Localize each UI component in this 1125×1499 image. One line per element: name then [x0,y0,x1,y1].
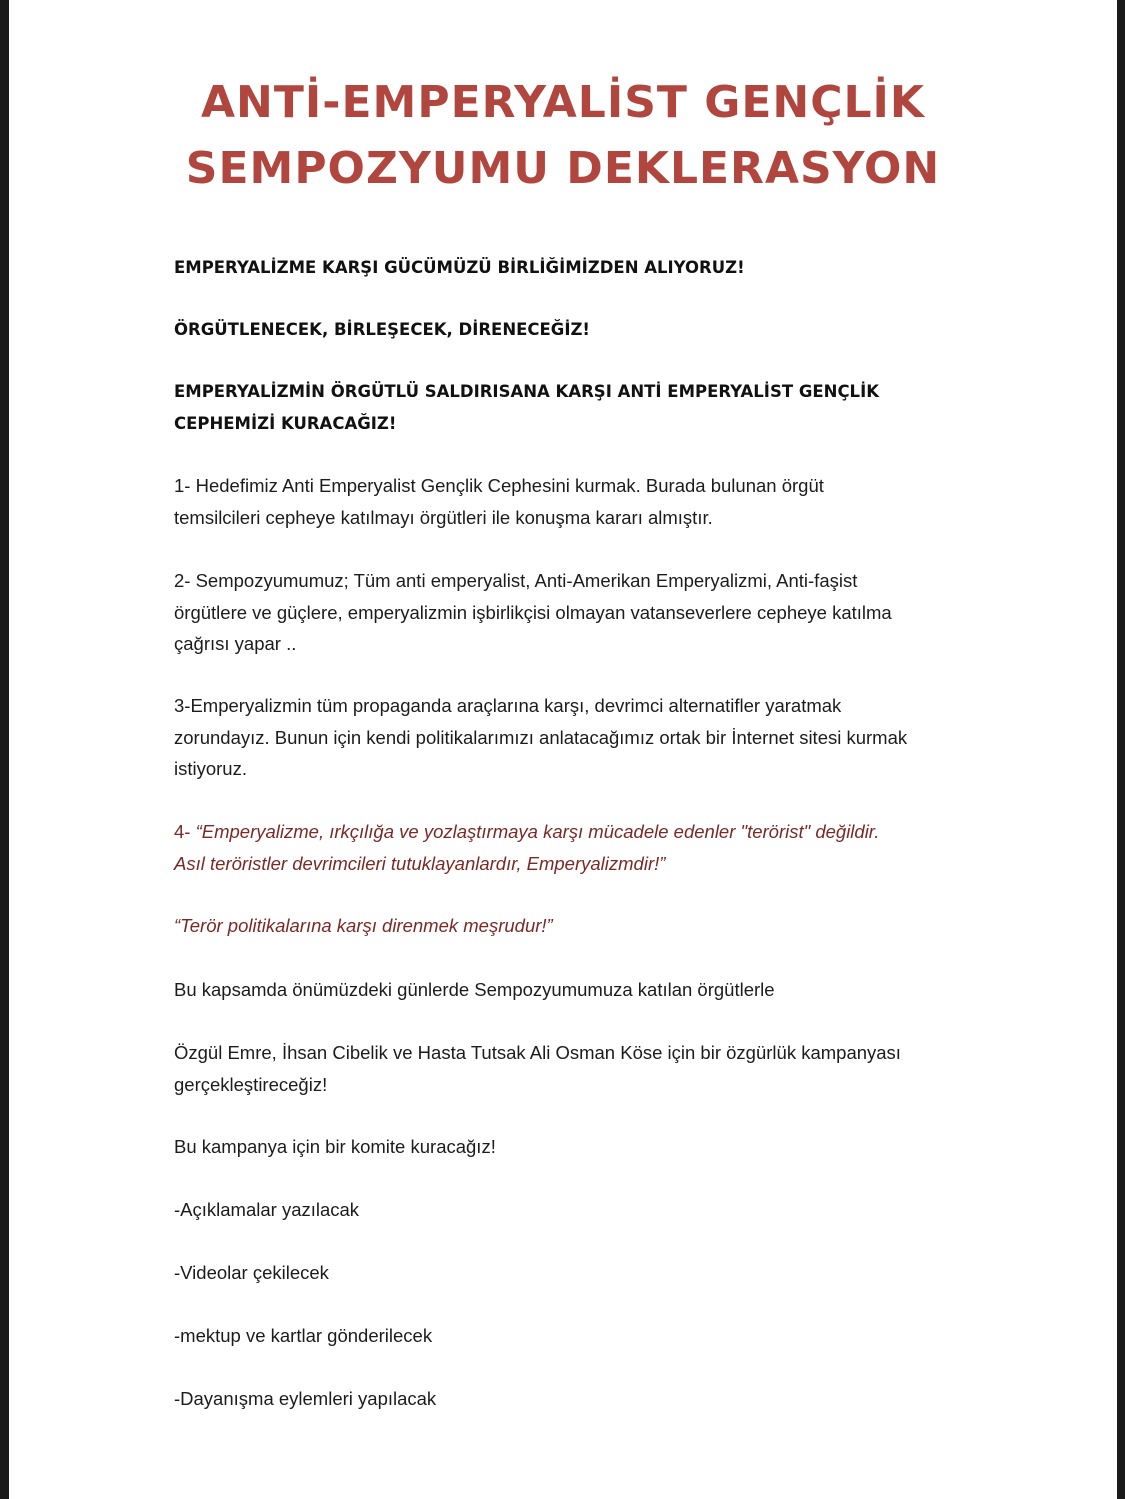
item-4 [174,816,964,879]
paragraph-3: Bu kampanya için bir komite kuracağız! [174,1136,496,1157]
title-line-1: ANTİ-EMPERYALİST GENÇLİK [200,77,926,128]
title-line-2: SEMPOZYUMU DEKLERASYON [185,143,941,194]
list-item: -mektup ve kartlar gönderilecek [174,1325,433,1346]
document-title [9,70,1117,202]
slogan-2: ÖRGÜTLENECEK, BİRLEŞECEK, DİRENECEĞİZ! [174,320,590,339]
paragraph-2: Özgül Emre, İhsan Cibelik ve Hasta Tutsak Ali Osman Köse için bir özgürlük kampanyası gerçekleştireceğiz! [174,1042,901,1095]
item-4-quote: “Emperyalizme, ırkçılığa ve yozlaştırmaya karşı mücadele edenler "terörist" değildir. Asıl teröristler devrimcileri tutuklayanlardır, Emperyalizmdir!” [174,821,880,874]
item-3: 3-Emperyalizmin tüm propaganda araçlarına karşı, devrimci alternatifler yaratmak zorundayız. Bunun için kendi politikalarımızı anlatacağımız ortak bir İnternet sitesi kurmak istiyoruz. [174,695,908,779]
quote-2: “Terör politikalarına karşı direnmek meşrudur!” [174,915,553,936]
item-2: 2- Sempozyumumuz; Tüm anti emperyalist, Anti-Amerikan Emperyalizmi, Anti-faşist örgütlere ve güçlere, emperyalizmin işbirlikçisi olmayan vatanseverlere cepheye katılma çağrısı yapar .. [174,570,892,654]
slogan-3: EMPERYALİZMİN ÖRGÜTLÜ SALDIRISANA KARŞI ANTİ EMPERYALİST GENÇLİK CEPHEMİZİ KURACAĞIZ! [174,382,879,433]
slogan-1: EMPERYALİZME KARŞI GÜCÜMÜZÜ BİRLİĞİMİZDEN ALIYORUZ! [174,258,745,277]
list-item: -Videolar çekilecek [174,1262,329,1283]
document-page [9,0,1117,1499]
paragraph-1: Bu kapsamda önümüzdeki günlerde Sempozyumumuza katılan örgütlerle [174,979,775,1000]
list-item: -Dayanışma eylemleri yapılacak [174,1388,437,1409]
item-4-number: 4- [174,821,196,842]
item-1: 1- Hedefimiz Anti Emperyalist Gençlik Cephesini kurmak. Burada bulunan örgüt temsilcileri cepheye katılmayı örgütleri ile konuşma kararı almıştır. [174,475,824,528]
list-item: -Açıklamalar yazılacak [174,1199,360,1220]
